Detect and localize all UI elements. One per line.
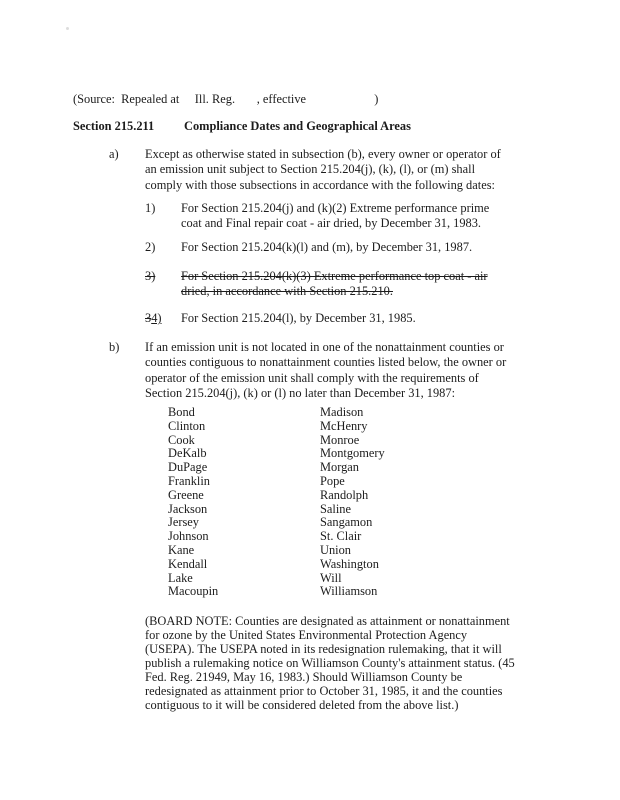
section-title: Compliance Dates and Geographical Areas xyxy=(184,119,411,133)
county-name: Union xyxy=(320,542,351,557)
county-name: Sangamon xyxy=(320,515,373,530)
county-name: Randolph xyxy=(320,487,369,502)
scan-speck xyxy=(66,27,69,30)
county-name: Clinton xyxy=(168,418,206,433)
county-name: Saline xyxy=(320,501,351,516)
county-name: Cook xyxy=(168,432,195,447)
item-4-text: For Section 215.204(l), by December 31, 1985. xyxy=(181,311,416,325)
county-name: Franklin xyxy=(168,473,210,488)
item-2-number: 2) xyxy=(145,240,156,254)
subsection-b-label: b) xyxy=(109,340,120,354)
county-list-left xyxy=(168,406,218,599)
subsection-b-text: If an emission unit is not located in one of the nonattainment counties or counties contiguous to nonattainment counties listed below, the owner or operator of the emission unit shall comply with the requirements of Section 215.204(j), (k) or (l) no later than December 31, 1987: xyxy=(145,340,507,400)
county-name: Greene xyxy=(168,487,204,502)
county-name: Pope xyxy=(320,473,345,488)
county-name: St. Clair xyxy=(320,529,362,544)
county-name: Will xyxy=(320,570,342,585)
item-3-number-deleted: 3) xyxy=(145,269,156,283)
item-4-number-deleted: 3 xyxy=(145,311,152,325)
county-name: Montgomery xyxy=(320,446,385,461)
county-name: DeKalb xyxy=(168,446,207,461)
board-note: (BOARD NOTE: Counties are designated as attainment or nonattainment for ozone by the United States Environmental Protection Agency (USEPA). The USEPA noted in its redesignation rulemaking, that it will publish a rulemaking notice on Williamson County's attainment status. (45 Fed. Reg. 21949, May 16, 1983.) Should Williamson County be redesignated as attainment prior to October 31, 1985, it and the counties contiguous to it will be considered deleted from the above list.) xyxy=(145,614,515,712)
item-4-number xyxy=(145,311,162,326)
county-name: Kane xyxy=(168,542,195,557)
source-note: (Source: Repealed at Ill. Reg. , effective ) xyxy=(73,92,379,106)
county-name: Lake xyxy=(168,570,193,585)
county-name: DuPage xyxy=(168,460,208,475)
county-name: Johnson xyxy=(168,529,209,544)
county-name: Monroe xyxy=(320,432,360,447)
subsection-a-text: Except as otherwise stated in subsection (b), every owner or operator of an emission unit subject to Section 215.204(j), (k), (l), or (m) shall comply with those subsections in accordance with the following dates: xyxy=(145,147,501,192)
county-name: Kendall xyxy=(168,556,208,571)
item-4-number-inserted: 4) xyxy=(151,311,162,325)
county-name: Williamson xyxy=(320,584,378,599)
item-1-number: 1) xyxy=(145,201,156,215)
county-name: Bond xyxy=(168,405,195,419)
item-2-text: For Section 215.204(k)(l) and (m), by December 31, 1987. xyxy=(181,240,473,254)
county-name: Macoupin xyxy=(168,584,219,599)
county-name: Madison xyxy=(320,405,364,419)
subsection-a-label: a) xyxy=(109,147,119,161)
county-name: Jackson xyxy=(168,501,208,516)
county-name: McHenry xyxy=(320,418,368,433)
county-name: Morgan xyxy=(320,460,360,475)
section-heading xyxy=(73,119,411,134)
item-1-text: For Section 215.204(j) and (k)(2) Extreme performance prime coat and Final repair coat - air dried, by December 31, 1983. xyxy=(181,201,490,231)
county-name: Washington xyxy=(320,556,379,571)
county-list-right xyxy=(320,406,385,599)
section-number: Section 215.211 xyxy=(73,119,155,133)
item-3-text-deleted: For Section 215.204(k)(3) Extreme performance top coat - air dried, in accordance with Section 215.210. xyxy=(181,269,488,299)
county-name: Jersey xyxy=(168,515,199,530)
